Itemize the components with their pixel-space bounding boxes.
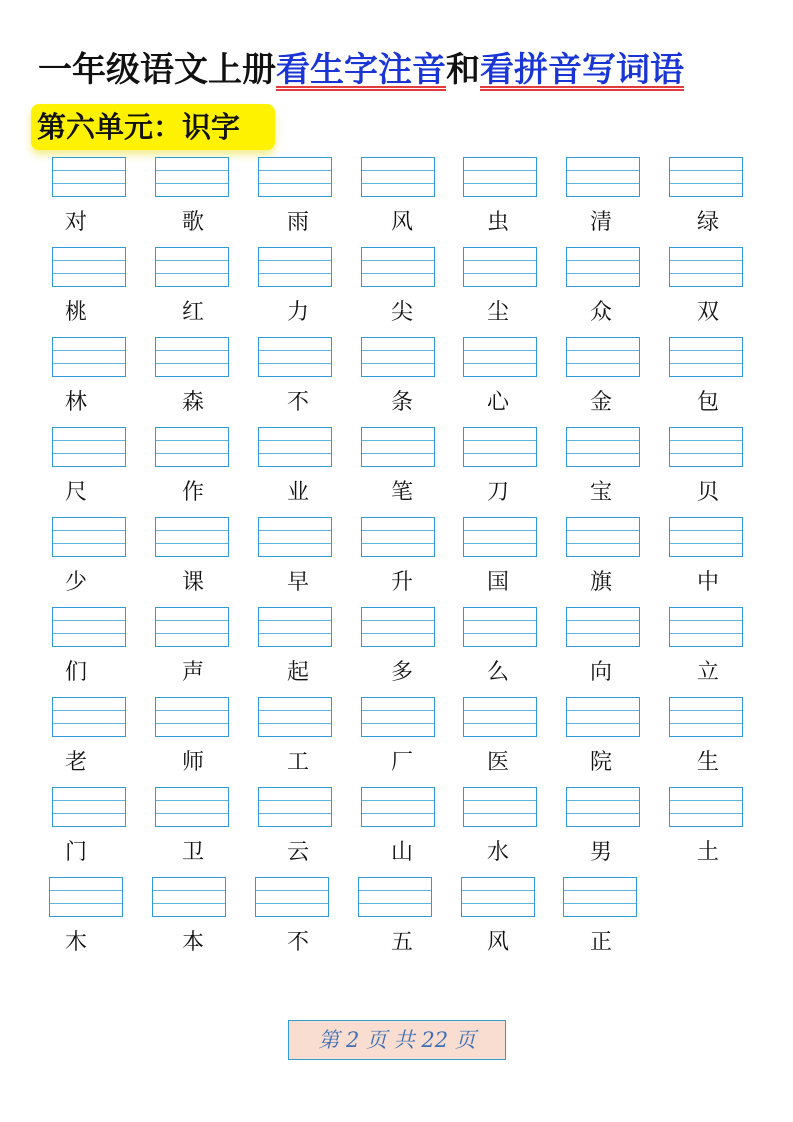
guide-line xyxy=(153,903,225,904)
chinese-character: 木 xyxy=(64,930,87,955)
pinyin-writing-box[interactable] xyxy=(669,247,743,287)
pinyin-writing-box[interactable] xyxy=(566,607,640,647)
guide-line xyxy=(362,453,434,454)
guide-line xyxy=(567,530,639,531)
guide-line xyxy=(567,350,639,351)
guide-line xyxy=(156,530,228,531)
guide-line xyxy=(362,183,434,184)
pinyin-writing-box[interactable] xyxy=(361,157,435,197)
guide-line xyxy=(670,453,742,454)
guide-line xyxy=(670,723,742,724)
chinese-character: 卫 xyxy=(181,840,204,865)
pinyin-writing-box[interactable] xyxy=(52,517,126,557)
guide-line xyxy=(670,620,742,621)
pinyin-writing-box[interactable] xyxy=(669,427,743,467)
guide-line xyxy=(156,800,228,801)
pinyin-writing-box[interactable] xyxy=(566,427,640,467)
guide-line xyxy=(362,170,434,171)
pinyin-writing-box[interactable] xyxy=(566,157,640,197)
chinese-character: 力 xyxy=(286,300,309,325)
guide-line xyxy=(670,350,742,351)
guide-line xyxy=(362,723,434,724)
pinyin-writing-box[interactable] xyxy=(361,787,435,827)
guide-line xyxy=(53,453,125,454)
chinese-character: 男 xyxy=(589,840,612,865)
guide-line xyxy=(567,260,639,261)
pinyin-writing-box[interactable] xyxy=(566,517,640,557)
chinese-character: 清 xyxy=(589,210,612,235)
guide-line xyxy=(53,350,125,351)
guide-line xyxy=(464,170,536,171)
guide-line xyxy=(256,890,328,891)
pinyin-writing-box[interactable] xyxy=(152,877,226,917)
guide-line xyxy=(362,800,434,801)
guide-line xyxy=(362,350,434,351)
guide-line xyxy=(464,530,536,531)
guide-line xyxy=(362,440,434,441)
guide-line xyxy=(670,183,742,184)
chinese-character: 五 xyxy=(390,930,413,955)
guide-line xyxy=(53,633,125,634)
pinyin-writing-box[interactable] xyxy=(361,427,435,467)
pinyin-writing-box[interactable] xyxy=(258,247,332,287)
guide-line xyxy=(53,530,125,531)
chinese-character: 厂 xyxy=(390,750,413,775)
guide-line xyxy=(670,800,742,801)
guide-line xyxy=(53,723,125,724)
title-part-grade: 一年级语文上册 xyxy=(38,50,276,90)
guide-line xyxy=(156,183,228,184)
guide-line xyxy=(259,440,331,441)
pinyin-writing-box[interactable] xyxy=(669,787,743,827)
pinyin-writing-box[interactable] xyxy=(155,517,229,557)
chinese-character: 条 xyxy=(390,390,413,415)
guide-line xyxy=(567,800,639,801)
guide-line xyxy=(464,620,536,621)
pinyin-writing-box[interactable] xyxy=(463,517,537,557)
chinese-character: 国 xyxy=(486,570,509,595)
guide-line xyxy=(362,813,434,814)
guide-line xyxy=(464,633,536,634)
chinese-character: 绿 xyxy=(696,210,719,235)
chinese-character: 旗 xyxy=(589,570,612,595)
guide-line xyxy=(259,273,331,274)
pinyin-writing-box[interactable] xyxy=(258,337,332,377)
guide-line xyxy=(156,620,228,621)
chinese-character: 虫 xyxy=(486,210,509,235)
chinese-character: 包 xyxy=(696,390,719,415)
guide-line xyxy=(362,530,434,531)
guide-line xyxy=(567,363,639,364)
pinyin-writing-box[interactable] xyxy=(463,607,537,647)
guide-line xyxy=(567,620,639,621)
guide-line xyxy=(153,890,225,891)
guide-line xyxy=(567,440,639,441)
pinyin-writing-box[interactable] xyxy=(669,517,743,557)
pinyin-writing-box[interactable] xyxy=(669,337,743,377)
pinyin-writing-box[interactable] xyxy=(258,787,332,827)
guide-line xyxy=(670,440,742,441)
guide-line xyxy=(50,903,122,904)
chinese-character: 早 xyxy=(286,570,309,595)
pinyin-writing-box[interactable] xyxy=(155,697,229,737)
pinyin-writing-box[interactable] xyxy=(566,247,640,287)
chinese-character: 声 xyxy=(181,660,204,685)
chinese-character: 向 xyxy=(589,660,612,685)
guide-line xyxy=(53,710,125,711)
guide-line xyxy=(567,813,639,814)
guide-line xyxy=(156,260,228,261)
guide-line xyxy=(156,723,228,724)
guide-line xyxy=(670,260,742,261)
guide-line xyxy=(53,440,125,441)
guide-line xyxy=(53,363,125,364)
chinese-character: 少 xyxy=(64,570,87,595)
title-part-annotate: 看生字注音 xyxy=(276,50,446,90)
guide-line xyxy=(53,813,125,814)
guide-line xyxy=(567,710,639,711)
chinese-character: 笔 xyxy=(390,480,413,505)
chinese-character: 双 xyxy=(696,300,719,325)
chinese-character: 山 xyxy=(390,840,413,865)
chinese-character: 工 xyxy=(286,750,309,775)
chinese-character: 水 xyxy=(486,840,509,865)
guide-line xyxy=(53,620,125,621)
guide-line xyxy=(567,273,639,274)
guide-line xyxy=(670,363,742,364)
guide-line xyxy=(567,723,639,724)
guide-line xyxy=(464,350,536,351)
pinyin-writing-box[interactable] xyxy=(52,427,126,467)
chinese-character: 林 xyxy=(64,390,87,415)
chinese-character: 风 xyxy=(390,210,413,235)
chinese-character: 金 xyxy=(589,390,612,415)
pinyin-writing-box[interactable] xyxy=(358,877,432,917)
chinese-character: 不 xyxy=(286,390,309,415)
chinese-character: 生 xyxy=(696,750,719,775)
guide-line xyxy=(464,813,536,814)
guide-line xyxy=(53,800,125,801)
guide-line xyxy=(259,633,331,634)
pinyin-writing-box[interactable] xyxy=(52,787,126,827)
guide-line xyxy=(464,453,536,454)
page-indicator: 第 2 页 共 22 页 xyxy=(288,1020,506,1060)
guide-line xyxy=(464,183,536,184)
chinese-character: 医 xyxy=(486,750,509,775)
guide-line xyxy=(362,260,434,261)
guide-line xyxy=(670,273,742,274)
chinese-character: 对 xyxy=(64,210,87,235)
chinese-character: 风 xyxy=(486,930,509,955)
guide-line xyxy=(156,453,228,454)
guide-line xyxy=(362,710,434,711)
chinese-character: 心 xyxy=(486,390,509,415)
guide-line xyxy=(156,273,228,274)
pinyin-writing-box[interactable] xyxy=(563,877,637,917)
pinyin-writing-box[interactable] xyxy=(155,337,229,377)
pinyin-writing-box[interactable] xyxy=(463,697,537,737)
guide-line xyxy=(359,903,431,904)
guide-line xyxy=(53,170,125,171)
guide-line xyxy=(464,260,536,261)
pinyin-writing-box[interactable] xyxy=(566,337,640,377)
chinese-character: 升 xyxy=(390,570,413,595)
chinese-character: 院 xyxy=(589,750,612,775)
pinyin-writing-box[interactable] xyxy=(463,787,537,827)
pinyin-writing-box[interactable] xyxy=(463,337,537,377)
chinese-character: 课 xyxy=(181,570,204,595)
chinese-character: 师 xyxy=(181,750,204,775)
guide-line xyxy=(259,170,331,171)
guide-line xyxy=(670,813,742,814)
unit-badge: 第六单元：识字 xyxy=(31,104,275,150)
guide-line xyxy=(259,813,331,814)
pinyin-writing-box[interactable] xyxy=(463,247,537,287)
guide-line xyxy=(359,890,431,891)
guide-line xyxy=(567,170,639,171)
guide-line xyxy=(670,710,742,711)
guide-line xyxy=(464,440,536,441)
chinese-character: 本 xyxy=(181,930,204,955)
guide-line xyxy=(259,543,331,544)
guide-line xyxy=(53,183,125,184)
title-part-and: 和 xyxy=(446,50,480,90)
guide-line xyxy=(362,273,434,274)
chinese-character: 作 xyxy=(181,480,204,505)
pinyin-writing-box[interactable] xyxy=(255,877,329,917)
guide-line xyxy=(462,890,534,891)
chinese-character: 业 xyxy=(286,480,309,505)
guide-line xyxy=(259,800,331,801)
guide-line xyxy=(464,363,536,364)
chinese-character: 不 xyxy=(286,930,309,955)
chinese-character: 歌 xyxy=(181,210,204,235)
pinyin-writing-box[interactable] xyxy=(258,157,332,197)
pinyin-writing-box[interactable] xyxy=(258,697,332,737)
chinese-character: 尘 xyxy=(486,300,509,325)
pinyin-writing-box[interactable] xyxy=(669,157,743,197)
chinese-character: 正 xyxy=(589,930,612,955)
guide-line xyxy=(259,620,331,621)
guide-line xyxy=(259,453,331,454)
chinese-character: 尺 xyxy=(64,480,87,505)
pinyin-writing-box[interactable] xyxy=(155,787,229,827)
chinese-character: 森 xyxy=(181,390,204,415)
guide-line xyxy=(156,440,228,441)
pinyin-writing-box[interactable] xyxy=(52,157,126,197)
guide-line xyxy=(670,633,742,634)
pinyin-writing-box[interactable] xyxy=(361,247,435,287)
chinese-character: 中 xyxy=(696,570,719,595)
guide-line xyxy=(156,363,228,364)
guide-line xyxy=(362,620,434,621)
guide-line xyxy=(670,543,742,544)
guide-line xyxy=(567,633,639,634)
chinese-character: 门 xyxy=(64,840,87,865)
pinyin-writing-box[interactable] xyxy=(669,697,743,737)
chinese-character: 老 xyxy=(64,750,87,775)
guide-line xyxy=(156,633,228,634)
chinese-character: 起 xyxy=(286,660,309,685)
pinyin-writing-box[interactable] xyxy=(258,607,332,647)
guide-line xyxy=(567,543,639,544)
guide-line xyxy=(362,363,434,364)
chinese-character: 尖 xyxy=(390,300,413,325)
guide-line xyxy=(259,363,331,364)
chinese-character: 雨 xyxy=(286,210,309,235)
guide-line xyxy=(564,903,636,904)
chinese-character: 桃 xyxy=(64,300,87,325)
pinyin-writing-box[interactable] xyxy=(361,337,435,377)
guide-line xyxy=(156,350,228,351)
guide-line xyxy=(259,710,331,711)
guide-line xyxy=(259,350,331,351)
chinese-character: 立 xyxy=(696,660,719,685)
guide-line xyxy=(464,800,536,801)
guide-line xyxy=(362,543,434,544)
guide-line xyxy=(670,170,742,171)
chinese-character: 云 xyxy=(286,840,309,865)
guide-line xyxy=(464,273,536,274)
pinyin-writing-box[interactable] xyxy=(155,247,229,287)
title-part-write: 看拼音写词语 xyxy=(480,50,684,90)
pinyin-writing-box[interactable] xyxy=(361,697,435,737)
guide-line xyxy=(156,710,228,711)
pinyin-writing-box[interactable] xyxy=(361,517,435,557)
chinese-character: 红 xyxy=(181,300,204,325)
guide-line xyxy=(259,260,331,261)
guide-line xyxy=(259,530,331,531)
guide-line xyxy=(156,170,228,171)
guide-line xyxy=(259,723,331,724)
pinyin-writing-box[interactable] xyxy=(52,337,126,377)
chinese-character: 么 xyxy=(486,660,509,685)
pinyin-writing-box[interactable] xyxy=(669,607,743,647)
guide-line xyxy=(464,723,536,724)
guide-line xyxy=(50,890,122,891)
chinese-character: 土 xyxy=(696,840,719,865)
pinyin-writing-box[interactable] xyxy=(258,517,332,557)
guide-line xyxy=(567,183,639,184)
guide-line xyxy=(259,183,331,184)
pinyin-writing-box[interactable] xyxy=(566,697,640,737)
pinyin-writing-box[interactable] xyxy=(461,877,535,917)
guide-line xyxy=(670,530,742,531)
guide-line xyxy=(156,813,228,814)
guide-line xyxy=(156,543,228,544)
pinyin-writing-box[interactable] xyxy=(155,427,229,467)
guide-line xyxy=(362,633,434,634)
guide-line xyxy=(53,543,125,544)
pinyin-writing-box[interactable] xyxy=(463,427,537,467)
pinyin-writing-box[interactable] xyxy=(566,787,640,827)
guide-line xyxy=(53,260,125,261)
pinyin-writing-box[interactable] xyxy=(258,427,332,467)
chinese-character: 们 xyxy=(64,660,87,685)
guide-line xyxy=(464,543,536,544)
pinyin-writing-box[interactable] xyxy=(52,247,126,287)
pinyin-writing-box[interactable] xyxy=(361,607,435,647)
chinese-character: 宝 xyxy=(589,480,612,505)
guide-line xyxy=(462,903,534,904)
chinese-character: 贝 xyxy=(696,480,719,505)
pinyin-writing-box[interactable] xyxy=(463,157,537,197)
pinyin-writing-box[interactable] xyxy=(52,607,126,647)
guide-line xyxy=(564,890,636,891)
pinyin-writing-box[interactable] xyxy=(52,697,126,737)
chinese-character: 众 xyxy=(589,300,612,325)
chinese-character: 刀 xyxy=(486,480,509,505)
guide-line xyxy=(256,903,328,904)
guide-line xyxy=(53,273,125,274)
chinese-character: 多 xyxy=(390,660,413,685)
guide-line xyxy=(567,453,639,454)
pinyin-writing-box[interactable] xyxy=(49,877,123,917)
guide-line xyxy=(464,710,536,711)
pinyin-writing-box[interactable] xyxy=(155,157,229,197)
pinyin-writing-box[interactable] xyxy=(155,607,229,647)
